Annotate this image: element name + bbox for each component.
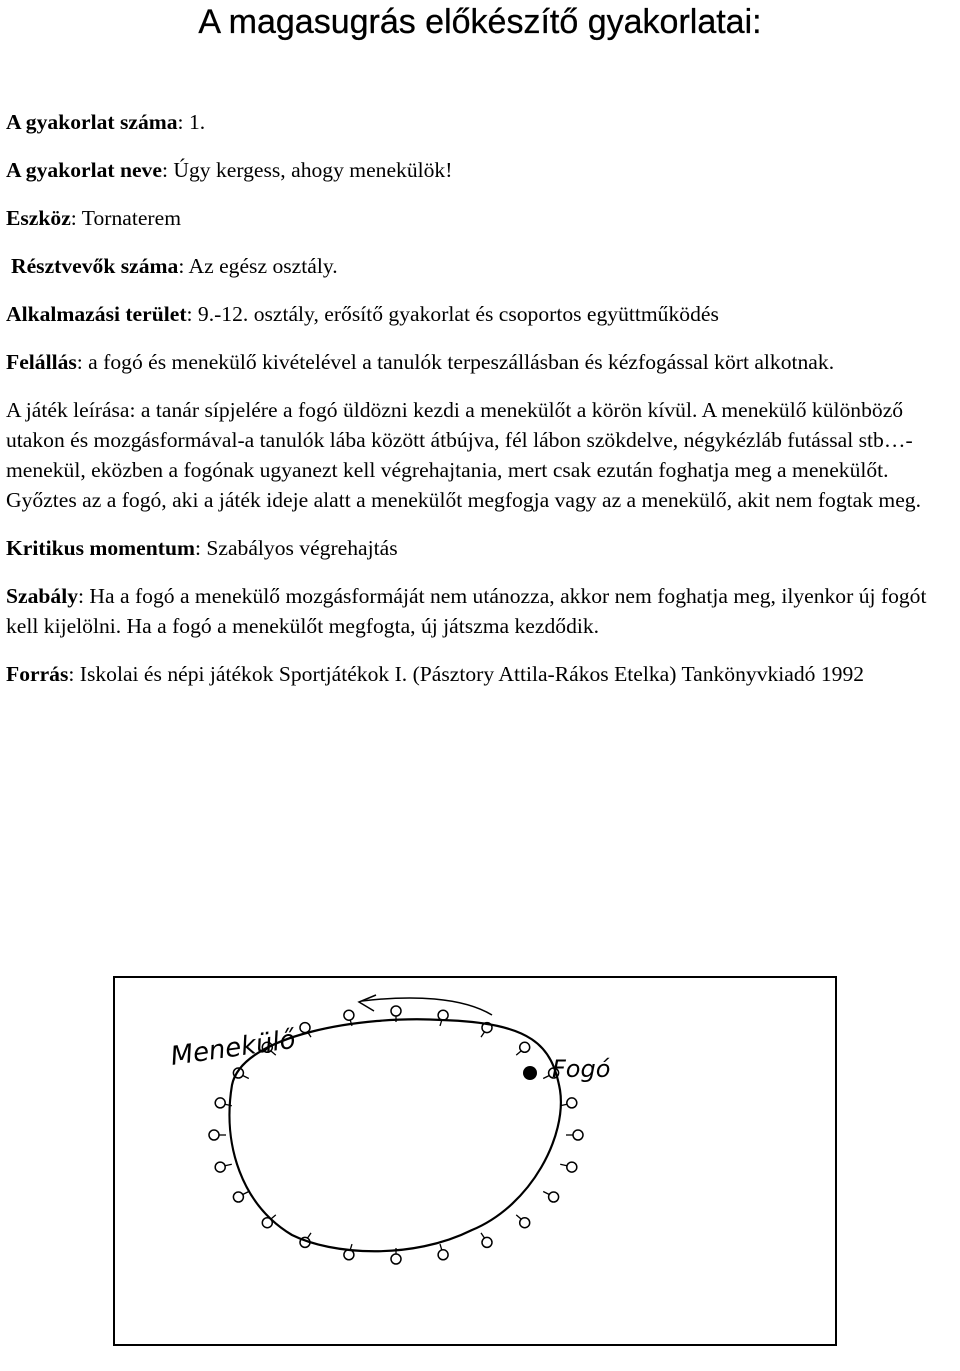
field-label: Kritikus momentum [6, 536, 195, 560]
catcher-marker [523, 1066, 537, 1080]
field-label: A gyakorlat neve [6, 158, 162, 182]
student-marker [391, 1006, 401, 1016]
student-link [440, 1244, 442, 1250]
student-link [481, 1032, 485, 1037]
student-link [543, 1192, 549, 1195]
field-value: : a fogó és menekülő kivételével a tanulók terpeszállásban és kézfogással kört alkotnak. [76, 350, 835, 374]
field-number [6, 107, 956, 137]
game-diagram [112, 975, 838, 1347]
field-value: : Az egész osztály. [178, 254, 338, 278]
student-marker [215, 1162, 225, 1172]
student-link [481, 1233, 485, 1238]
direction-arrow-head [359, 995, 376, 1011]
exercise-details [6, 107, 956, 707]
field-participants [6, 251, 956, 281]
field-label: A gyakorlat száma [6, 110, 178, 134]
field-value: : 1. [177, 110, 206, 134]
field-description: A játék leírása: a tanár sípjelére a fogó üldözni kezdi a menekülőt a körön kívül. A menekülő különböző utakon és mozgásformával-a tanulók lába között átbújva, fél lábon szökdelve, négykézláb futással stb…- menekül, eközben a fogónak ugyanezt kell végrehajtania, mert csak ezután foghatja meg a menekülőt. Győztes az a fogó, aki a játék ideje alatt a menekülőt megfogja vagy az a menekülő, akit nem fogtak meg. [6, 398, 921, 512]
student-marker [482, 1237, 492, 1247]
student-marker [438, 1250, 448, 1260]
student-marker [262, 1218, 272, 1228]
field-label: Alkalmazási terület [6, 302, 187, 326]
student-link [271, 1215, 276, 1219]
student-marker [344, 1250, 354, 1260]
game-diagram-svg [112, 975, 838, 1347]
field-label: Forrás [6, 662, 69, 686]
page-title: A magasugrás előkészítő gyakorlatai: [198, 3, 762, 41]
student-link [560, 1164, 567, 1166]
field-critical [6, 533, 956, 563]
student-link [543, 1076, 549, 1079]
student-link [516, 1215, 521, 1219]
field-name [6, 155, 956, 185]
student-marker [573, 1130, 583, 1140]
student-link [308, 1233, 312, 1238]
direction-arrow-line [362, 998, 492, 1015]
field-value: : Iskolai és népi játékok Sportjátékok I. (Pásztory Attila-Rákos Etelka) Tankönyvkiadó 1992 [68, 662, 865, 686]
field-tool [6, 203, 956, 233]
student-marker [215, 1098, 225, 1108]
student-marker [567, 1098, 577, 1108]
field-application [6, 299, 956, 329]
field-source [6, 659, 956, 689]
student-marker [520, 1218, 530, 1228]
field-value: : 9.-12. osztály, erősítő gyakorlat és csoportos együttműködés [186, 302, 719, 326]
student-marker [520, 1042, 530, 1052]
student-marker [209, 1130, 219, 1140]
student-marker [549, 1192, 559, 1202]
student-link [516, 1051, 521, 1055]
field-value: : Úgy kergess, ahogy menekülök! [161, 158, 453, 182]
student-marker [344, 1010, 354, 1020]
field-label: Résztvevők száma [11, 254, 179, 278]
student-marker [567, 1162, 577, 1172]
diagram-frame [114, 977, 836, 1345]
field-setup [6, 347, 956, 377]
student-link [243, 1076, 249, 1079]
field-value: : Tornaterem [70, 206, 181, 230]
student-marker [300, 1023, 310, 1033]
field-value: : Szabályos végrehajtás [194, 536, 398, 560]
field-value: : Ha a fogó a menekülő mozgásformáját nem utánozza, akkor nem foghatja meg, ilyenkor új fogót kell kijelölni. Ha a fogó a menekülőt megfogta, új játszma kezdődik. [6, 584, 927, 638]
runner-label: Menekülő [168, 1024, 298, 1072]
student-link [350, 1244, 352, 1250]
field-label: Szabály [6, 584, 78, 608]
student-marker [438, 1010, 448, 1020]
field-label: Eszköz [6, 206, 71, 230]
student-marker [233, 1192, 243, 1202]
field-label: Felállás [6, 350, 77, 374]
student-marker [391, 1254, 401, 1264]
catcher-label: Fogó [552, 1055, 611, 1083]
student-link [243, 1192, 249, 1195]
field-rule [6, 581, 956, 641]
student-link [225, 1164, 232, 1166]
